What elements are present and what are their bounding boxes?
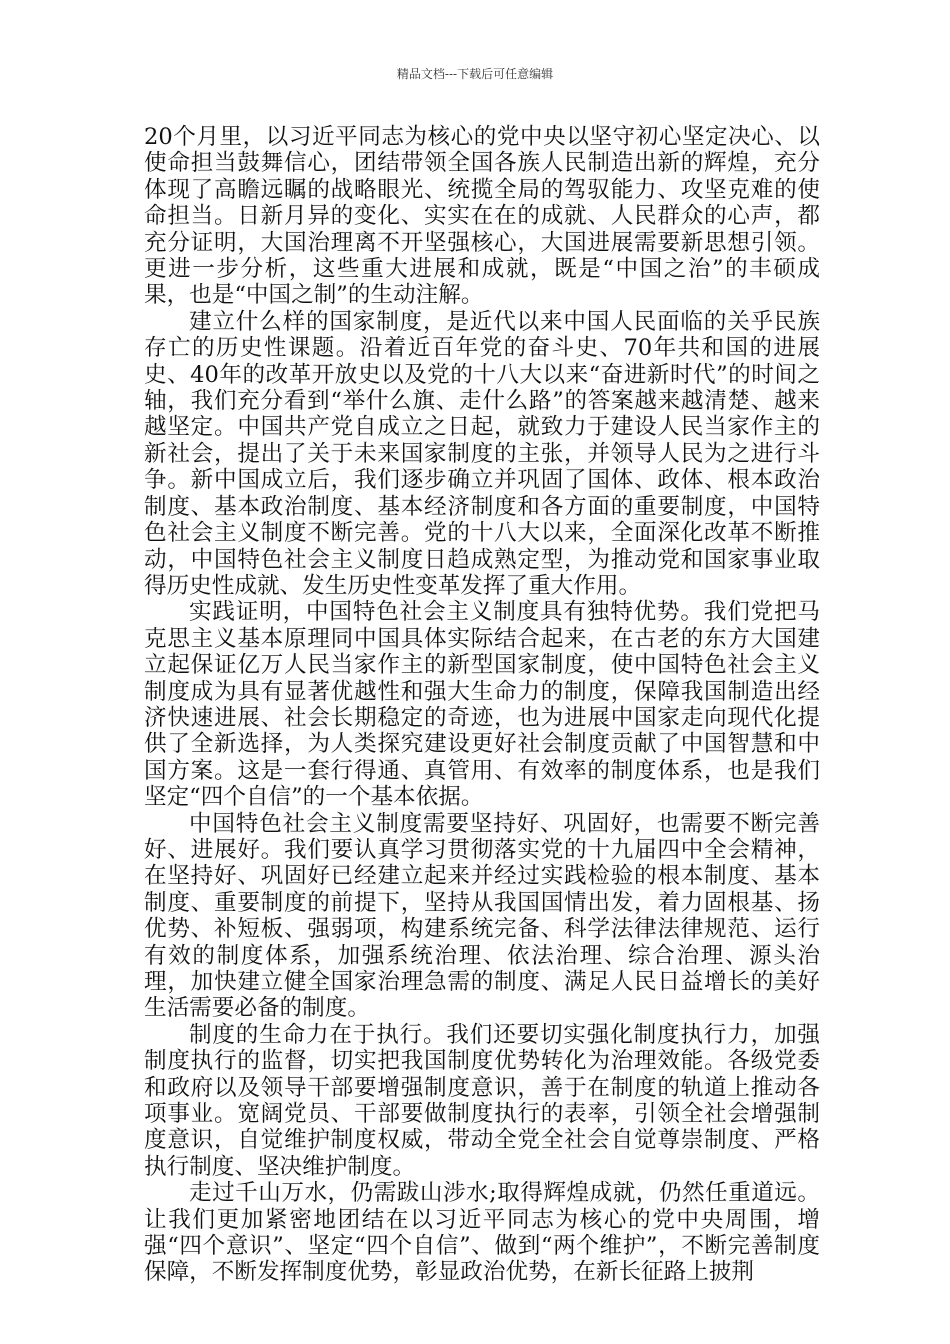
paragraph-3: 实践证明，中国特色社会主义制度具有独特优势。我们党把马克思主义基本原理同中国具体实际结合起来，在古老的东方大国建立起保证亿万人民当家作主的新型国家制度，使中国特色社会主义制度成为具有显著优越性和强大生命力的制度，保障我国制造出经济快速进展、社会长期稳定的奇迹，也为进展中国家走向现代化提供了全新选择，为人类探究建设更好社会制度贡献了中国智慧和中国方案。这是一套行得通、真管用、有效率的制度体系，也是我们坚定“四个自信”的一个基本依据。 [144,599,820,811]
paragraph-4: 中国特色社会主义制度需要坚持好、巩固好，也需要不断完善好、进展好。我们要认真学习贯彻落实党的十九届四中全会精神，在坚持好、巩固好已经建立起来并经过实践检验的根本制度、基本制度、重要制度的前提下，坚持从我国国情出发，着力固根基、扬优势、补短板、强弱项，构建系统完备、科学法律法律规范、运行有效的制度体系，加强系统治理、依法治理、综合治理、源头治理，加快建立健全国家治理急需的制度、满足人民日益增长的美好生活需要必备的制度。 [144,810,820,1022]
paragraph-2: 建立什么样的国家制度，是近代以来中国人民面临的关乎民族存亡的历史性课题。沿着近百年党的奋斗史、70年共和国的进展史、40年的改革开放史以及党的十八大以来“奋进新时代”的时间之轴，我们充分看到“举什么旗、走什么路”的答案越来越清楚、越来越坚定。中国共产党自成立之日起，就致力于建设人民当家作主的新社会，提出了关于未来国家制度的主张，并领导人民为之进行斗争。新中国成立后，我们逐步确立并巩固了国体、政体、根本政治制度、基本政治制度、基本经济制度和各方面的重要制度，中国特色社会主义制度不断完善。党的十八大以来，全面深化改革不断推动，中国特色社会主义制度日趋成熟定型，为推动党和国家事业取得历史性成就、发生历史性变革发挥了重大作用。 [144,308,820,599]
paragraph-6: 走过千山万水，仍需跋山涉水;取得辉煌成就，仍然任重道远。让我们更加紧密地团结在以习近平同志为核心的党中央周围，增强“四个意识”、坚定“四个自信”、做到“两个维护”，不断完善制度保障，不断发挥制度优势，彰显政治优势，在新长征路上披荆 [144,1180,820,1286]
page-header: 精品文档---下载后可任意编辑 [396,67,554,81]
article-body [144,124,820,1286]
paragraph-5: 制度的生命力在于执行。我们还要切实强化制度执行力，加强制度执行的监督，切实把我国制度优势转化为治理效能。各级党委和政府以及领导干部要增强制度意识，善于在制度的轨道上推动各项事业。宽阔党员、干部要做制度执行的表率，引领全社会增强制度意识，自觉维护制度权威，带动全党全社会自觉尊崇制度、严格执行制度、坚决维护制度。 [144,1021,820,1180]
paragraph-1: 20个月里，以习近平同志为核心的党中央以坚守初心坚定决心、以使命担当鼓舞信心，团结带领全国各族人民制造出新的辉煌，充分体现了高瞻远瞩的战略眼光、统揽全局的驾驭能力、攻坚克难的使命担当。日新月异的变化、实实在在的成就、人民群众的心声，都充分证明，大国治理离不开坚强核心，大国进展需要新思想引领。更进一步分析，这些重大进展和成就，既是“中国之治”的丰硕成果，也是“中国之制”的生动注解。 [144,124,820,309]
